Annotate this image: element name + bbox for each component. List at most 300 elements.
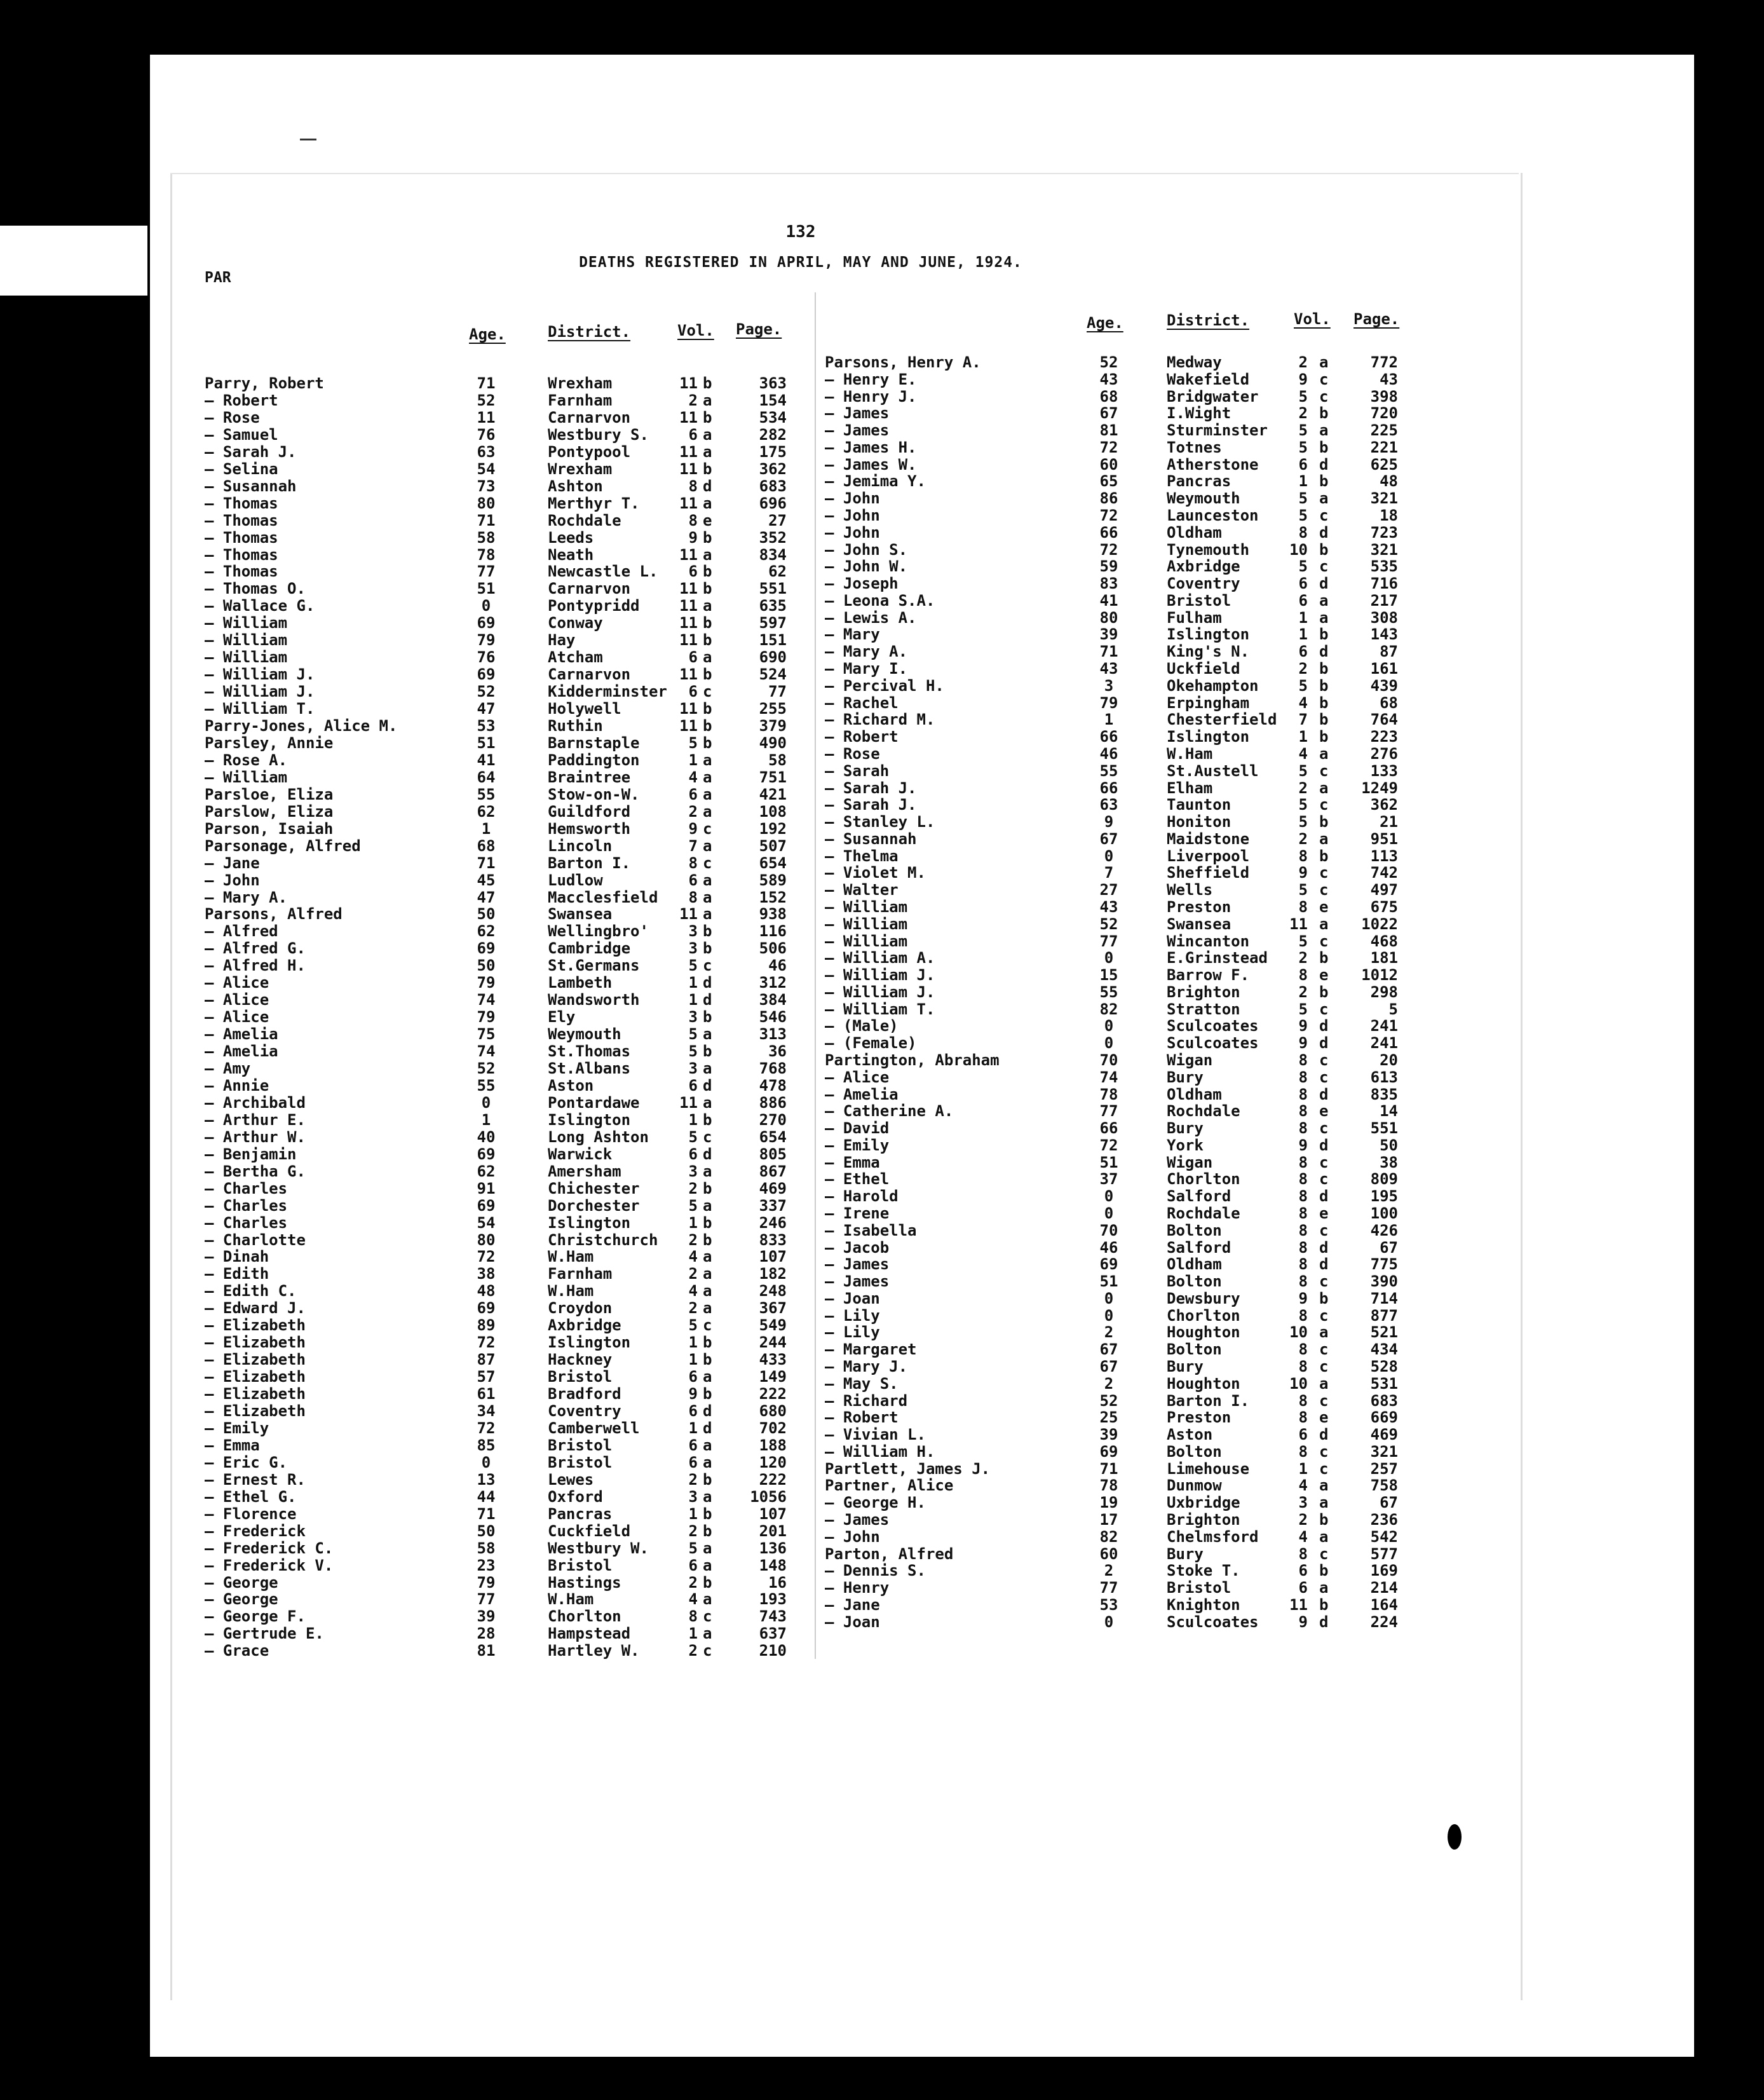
entry-volume-part: c	[1319, 932, 1329, 950]
entry-district: St.Thomas	[548, 1042, 631, 1061]
entry-age: 86	[1099, 489, 1118, 508]
entry-volume-part: c	[1319, 1051, 1329, 1069]
entry-volume-part: d	[703, 1145, 712, 1163]
entry-district: Bristol	[1167, 591, 1231, 610]
entry-volume-part: d	[1319, 523, 1329, 542]
entry-name: — John S.	[825, 540, 908, 559]
entry-volume: 8	[1298, 1204, 1308, 1222]
entry-district: Islington	[548, 1333, 631, 1352]
entry-district: Brighton	[1167, 983, 1240, 1001]
entry-name: — Alfred	[205, 922, 278, 941]
entry-age: 82	[1099, 1527, 1118, 1546]
entry-page: 67	[1380, 1238, 1398, 1257]
entry-age: 41	[477, 751, 496, 769]
entry-name: — Emma	[825, 1153, 880, 1171]
entry-volume-part: b	[703, 1351, 712, 1369]
entry-volume-part: a	[703, 1487, 712, 1506]
entry-volume: 9	[1298, 1612, 1308, 1631]
entry-volume: 6	[688, 785, 698, 803]
entry-age: 43	[1099, 897, 1118, 916]
entry-age: 2	[1104, 1562, 1114, 1580]
entry-page: 195	[1370, 1187, 1398, 1206]
entry-volume-part: b	[1319, 1595, 1329, 1614]
entry-name: — Charles	[205, 1196, 288, 1215]
entry-district: Knighton	[1167, 1595, 1240, 1614]
entry-name: — John	[825, 489, 880, 508]
entry-page: 222	[759, 1385, 787, 1403]
entry-page: 528	[1370, 1358, 1398, 1376]
entry-age: 28	[477, 1625, 496, 1643]
entry-name: — Jemima Y.	[825, 472, 926, 491]
entry-page: 613	[1370, 1068, 1398, 1086]
entry-volume: 2	[1298, 983, 1308, 1001]
entry-age: 15	[1099, 966, 1118, 985]
entry-age: 81	[477, 1642, 496, 1660]
entry-page: 490	[759, 733, 787, 752]
entry-volume-part: a	[1319, 829, 1329, 848]
entry-page: 551	[759, 580, 787, 598]
entry-name: Parsons, Alfred	[205, 905, 343, 924]
entry-volume: 6	[1298, 455, 1308, 474]
entry-page: 723	[1370, 523, 1398, 542]
entry-age: 79	[477, 1008, 496, 1026]
entry-age: 11	[477, 408, 496, 426]
entry-district: Westbury W.	[548, 1539, 649, 1557]
entry-page: 1022	[1361, 915, 1398, 933]
entry-volume-part: a	[1319, 489, 1329, 508]
entry-age: 77	[477, 1590, 496, 1609]
entry-district: Bury	[1167, 1119, 1204, 1138]
entry-volume: 2	[688, 1642, 698, 1660]
entry-page: 669	[1370, 1408, 1398, 1427]
entry-volume-part: a	[703, 1060, 712, 1077]
entry-district: Pancras	[1167, 472, 1231, 491]
entry-name: Partlett, James J.	[825, 1459, 991, 1478]
entry-volume: 8	[1298, 966, 1308, 985]
entry-name: — Jane	[205, 854, 260, 872]
entry-district: Islington	[1167, 625, 1250, 644]
entry-name: — William H.	[825, 1442, 935, 1461]
entry-age: 47	[477, 700, 496, 718]
entry-volume: 6	[688, 683, 698, 701]
entry-volume: 3	[688, 1162, 698, 1180]
entry-page: 367	[759, 1299, 787, 1318]
entry-page: 683	[1370, 1391, 1398, 1410]
entry-age: 1	[1104, 711, 1114, 729]
index-code: PAR	[205, 269, 231, 286]
entry-volume: 8	[1298, 1102, 1308, 1121]
entry-volume: 6	[1298, 643, 1308, 661]
entry-volume: 5	[1298, 557, 1308, 576]
entry-name: — Irene	[825, 1204, 890, 1222]
entry-volume-part: a	[703, 1368, 712, 1386]
entry-district: Bristol	[548, 1368, 613, 1386]
entry-name: — Edith	[205, 1265, 269, 1283]
entry-age: 52	[477, 1060, 496, 1077]
entry-district: Bristol	[548, 1436, 613, 1454]
entry-district: Bridgwater	[1167, 387, 1259, 406]
entry-name: — Amelia	[205, 1042, 278, 1061]
entry-name: — Alfred H.	[205, 957, 306, 975]
entry-name: — John	[825, 507, 880, 525]
entry-name: — Wallace G.	[205, 597, 315, 615]
entry-volume: 1	[688, 751, 698, 769]
entry-district: I.Wight	[1167, 404, 1231, 423]
entry-age: 77	[1099, 1102, 1118, 1121]
entry-name: Parsons, Henry A.	[825, 353, 981, 371]
entry-volume-part: d	[1319, 1017, 1329, 1035]
entry-district: Farnham	[548, 1265, 613, 1283]
entry-age: 79	[477, 974, 496, 992]
entry-volume-part: c	[703, 819, 712, 838]
entry-district: Hay	[548, 631, 576, 650]
entry-volume-part: d	[1319, 1085, 1329, 1103]
entry-volume: 10	[1289, 1323, 1308, 1342]
entry-page: 193	[759, 1590, 787, 1609]
entry-volume-part: b	[1319, 949, 1329, 967]
entry-age: 40	[477, 1128, 496, 1146]
entry-volume-part: b	[1319, 660, 1329, 678]
entry-page: 834	[759, 545, 787, 564]
entry-age: 67	[1099, 1340, 1118, 1359]
entry-volume-part: d	[703, 1076, 712, 1094]
entry-district: Westbury S.	[548, 425, 649, 444]
entry-volume: 2	[1298, 404, 1308, 423]
entry-page: 809	[1370, 1170, 1398, 1189]
entry-page: 680	[759, 1402, 787, 1420]
entry-page: 169	[1370, 1562, 1398, 1580]
entry-volume: 8	[1298, 1408, 1308, 1427]
entry-age: 39	[1099, 1426, 1118, 1444]
entry-district: Atcham	[548, 648, 603, 667]
entry-volume: 8	[1298, 1358, 1308, 1376]
entry-name: Partner, Alice	[825, 1476, 954, 1495]
entry-district: Carnarvon	[548, 665, 631, 684]
entry-page: 257	[1370, 1459, 1398, 1478]
entry-page: 439	[1370, 676, 1398, 695]
entry-page: 426	[1370, 1221, 1398, 1239]
entry-age: 66	[1099, 1119, 1118, 1138]
entry-district: Oldham	[1167, 1255, 1222, 1274]
entry-district: Tynemouth	[1167, 540, 1250, 559]
entry-volume-part: b	[703, 1573, 712, 1592]
page-number: 132	[785, 222, 816, 242]
entry-volume: 11	[679, 460, 698, 478]
entry-page: 833	[759, 1231, 787, 1249]
entry-age: 80	[477, 494, 496, 512]
entry-name: — Arthur W.	[205, 1128, 306, 1146]
entry-name: — Joseph	[825, 575, 899, 593]
entry-volume: 6	[688, 648, 698, 667]
entry-volume-part: b	[1319, 438, 1329, 456]
entry-volume: 5	[1298, 796, 1308, 814]
entry-name: — William	[205, 631, 288, 650]
entry-district: Ely	[548, 1008, 576, 1026]
entry-page: 192	[759, 819, 787, 838]
entry-age: 52	[1099, 915, 1118, 933]
entry-volume: 8	[1298, 1119, 1308, 1138]
entry-page: 321	[1370, 540, 1398, 559]
entry-page: 521	[1370, 1323, 1398, 1342]
entry-age: 77	[1099, 1579, 1118, 1597]
entry-district: Christchurch	[548, 1231, 658, 1249]
entry-age: 72	[477, 1248, 496, 1266]
entry-page: 149	[759, 1368, 787, 1386]
entry-name: — Dennis S.	[825, 1562, 926, 1580]
entry-volume-part: d	[1319, 643, 1329, 661]
entry-district: Elham	[1167, 779, 1213, 797]
entry-name: Parsonage, Alfred	[205, 836, 361, 855]
entry-page: 714	[1370, 1289, 1398, 1307]
entry-page: 577	[1370, 1544, 1398, 1563]
entry-volume-part: a	[703, 1453, 712, 1471]
entry-name: — Jacob	[825, 1238, 890, 1257]
entry-volume: 5	[688, 1042, 698, 1061]
district-header: District.	[548, 323, 631, 341]
entry-volume: 3	[1298, 1494, 1308, 1512]
entry-volume: 8	[1298, 1153, 1308, 1171]
entry-name: — Alice	[205, 974, 269, 992]
entry-volume: 8	[1298, 1221, 1308, 1239]
entry-volume-part: a	[703, 442, 712, 461]
entry-district: Bolton	[1167, 1272, 1222, 1291]
entry-name: — Elizabeth	[205, 1351, 306, 1369]
entry-name: — John	[825, 1527, 880, 1546]
entry-page: 497	[1370, 881, 1398, 899]
entry-name: — James	[825, 1511, 890, 1529]
entry-volume-part: a	[703, 1539, 712, 1557]
entry-age: 91	[477, 1179, 496, 1197]
entry-age: 68	[1099, 387, 1118, 406]
entry-district: Rochdale	[1167, 1102, 1240, 1121]
page-header: Page.	[736, 320, 782, 338]
entry-page: 469	[1370, 1426, 1398, 1444]
entry-page: 255	[759, 700, 787, 718]
entry-age: 74	[477, 991, 496, 1009]
entry-volume: 5	[688, 733, 698, 752]
entry-name: — Sarah J.	[825, 796, 917, 814]
entry-name: — Ethel G.	[205, 1487, 297, 1506]
entry-volume-part: c	[1319, 370, 1329, 388]
entry-name: — Edith C.	[205, 1282, 297, 1300]
entry-volume-part: a	[703, 1556, 712, 1574]
entry-name: — May S.	[825, 1374, 899, 1393]
entry-page: 702	[759, 1419, 787, 1437]
entry-age: 66	[1099, 728, 1118, 746]
entry-age: 43	[1099, 370, 1118, 388]
entry-name: — Rachel	[825, 693, 899, 712]
entry-page: 321	[1370, 489, 1398, 508]
entry-name: — Benjamin	[205, 1145, 297, 1163]
entry-volume-part: c	[1319, 557, 1329, 576]
entry-district: Farnham	[548, 391, 613, 409]
entry-volume: 1	[1298, 608, 1308, 627]
entry-age: 39	[477, 1607, 496, 1626]
entry-name: — Rose A.	[205, 751, 288, 769]
entry-district: Chorlton	[1167, 1170, 1240, 1189]
entry-volume-part: c	[1319, 1442, 1329, 1461]
entry-volume-part: b	[1319, 728, 1329, 746]
entry-age: 0	[1104, 1034, 1114, 1053]
entry-volume: 2	[688, 1231, 698, 1249]
entry-age: 76	[477, 425, 496, 444]
entry-page: 597	[759, 614, 787, 632]
entry-district: Barrow F.	[1167, 966, 1250, 985]
entry-volume-part: a	[703, 768, 712, 786]
entry-name: — William J.	[205, 683, 315, 701]
entry-name: — Charlotte	[205, 1231, 306, 1249]
binding-hole	[1444, 310, 1454, 327]
entry-name: — Frederick	[205, 1522, 306, 1540]
entry-district: Preston	[1167, 897, 1231, 916]
entry-volume-part: c	[1319, 507, 1329, 525]
entry-page: 108	[759, 802, 787, 821]
entry-age: 38	[477, 1265, 496, 1283]
entry-name: — Bertha G.	[205, 1162, 306, 1180]
entry-page: 214	[1370, 1579, 1398, 1597]
entry-volume: 2	[1298, 779, 1308, 797]
entry-volume-part: a	[1319, 421, 1329, 440]
entry-volume-part: b	[703, 631, 712, 650]
entry-district: Salford	[1167, 1238, 1231, 1257]
entry-age: 0	[1104, 1612, 1114, 1631]
entry-name: — Susannah	[825, 829, 917, 848]
entry-volume-part: a	[703, 1265, 712, 1283]
entry-district: Braintree	[548, 768, 631, 786]
entry-page: 244	[759, 1333, 787, 1352]
entry-age: 51	[477, 733, 496, 752]
entry-name: — Amelia	[205, 1025, 278, 1044]
entry-district: Islington	[548, 1110, 631, 1129]
entry-age: 68	[477, 836, 496, 855]
entry-age: 17	[1099, 1511, 1118, 1529]
entry-volume: 8	[1298, 847, 1308, 865]
entry-volume-part: c	[703, 1642, 712, 1660]
entry-page: 1012	[1361, 966, 1398, 985]
ink-blot	[1448, 1824, 1462, 1850]
entry-volume-part: d	[1319, 1034, 1329, 1053]
entry-age: 70	[1099, 1051, 1118, 1069]
entry-name: — Joan	[825, 1612, 880, 1631]
entry-age: 71	[477, 854, 496, 872]
entry-volume: 3	[688, 1487, 698, 1506]
entry-volume-part: a	[703, 1282, 712, 1300]
entry-volume-part: a	[1319, 915, 1329, 933]
entry-volume: 4	[1298, 693, 1308, 712]
entry-volume-part: a	[1319, 1527, 1329, 1546]
entry-volume-part: b	[703, 1522, 712, 1540]
entry-name: — Amelia	[825, 1085, 899, 1103]
entry-age: 89	[477, 1316, 496, 1335]
entry-name: — Alice	[825, 1068, 890, 1086]
entry-volume-part: c	[1319, 1544, 1329, 1563]
entry-page: 48	[1380, 472, 1398, 491]
entry-name: — Robert	[825, 1408, 899, 1427]
entry-age: 55	[1099, 761, 1118, 780]
entry-district: Limehouse	[1167, 1459, 1250, 1478]
entry-age: 69	[1099, 1442, 1118, 1461]
entry-volume-part: e	[1319, 897, 1329, 916]
entry-district: Sculcoates	[1167, 1612, 1259, 1631]
entry-district: Bradford	[548, 1385, 621, 1403]
entry-age: 79	[477, 631, 496, 650]
entry-volume-part: c	[1319, 1000, 1329, 1018]
entry-age: 41	[1099, 591, 1118, 610]
entry-volume-part: a	[703, 648, 712, 667]
entry-name: — Florence	[205, 1504, 297, 1523]
entry-volume-part: b	[703, 939, 712, 958]
entry-age: 48	[477, 1282, 496, 1300]
entry-district: York	[1167, 1136, 1204, 1154]
entry-page: 951	[1370, 829, 1398, 848]
entry-page: 654	[759, 1128, 787, 1146]
entry-volume: 8	[688, 854, 698, 872]
entry-age: 53	[477, 717, 496, 735]
entry-name: — William	[205, 768, 288, 786]
entry-district: Ludlow	[548, 871, 603, 889]
entry-volume: 8	[1298, 1340, 1308, 1359]
entry-volume-part: b	[703, 1110, 712, 1129]
entry-district: Preston	[1167, 1408, 1231, 1427]
entry-age: 85	[477, 1436, 496, 1454]
entry-age: 81	[1099, 421, 1118, 440]
entry-name: — Mary	[825, 625, 880, 644]
entry-volume-part: c	[1319, 1340, 1329, 1359]
entry-age: 62	[477, 802, 496, 821]
entry-volume: 8	[688, 1607, 698, 1626]
entry-age: 60	[1099, 1544, 1118, 1563]
entry-volume-part: a	[1319, 1579, 1329, 1597]
entry-page: 877	[1370, 1306, 1398, 1325]
entry-name: — William T.	[825, 1000, 935, 1018]
entry-age: 37	[1099, 1170, 1118, 1189]
entry-page: 1056	[750, 1487, 787, 1506]
entry-volume: 1	[688, 1333, 698, 1352]
entry-district: Wrexham	[548, 374, 613, 392]
entry-district: Stratton	[1167, 1000, 1240, 1018]
entry-volume-part: a	[1319, 1494, 1329, 1512]
entry-volume-part: c	[1319, 1119, 1329, 1138]
entry-age: 51	[1099, 1153, 1118, 1171]
entry-district: W.Ham	[1167, 744, 1213, 763]
entry-name: — John	[825, 523, 880, 542]
entry-volume: 8	[1298, 1085, 1308, 1103]
entry-name: Parsley, Annie	[205, 733, 334, 752]
entry-name: — David	[825, 1119, 890, 1138]
entry-volume: 5	[1298, 1000, 1308, 1018]
district-header-right: District.	[1167, 311, 1250, 329]
entry-name: — Joan	[825, 1289, 880, 1307]
entry-volume-part: d	[703, 991, 712, 1009]
entry-volume-part: b	[703, 408, 712, 426]
entry-volume: 2	[1298, 949, 1308, 967]
entry-volume-part: b	[703, 1385, 712, 1403]
entry-page: 298	[1370, 983, 1398, 1001]
entry-name: — William	[825, 915, 908, 933]
entry-volume-part: a	[703, 1436, 712, 1454]
entry-volume-part: e	[703, 511, 712, 529]
entry-volume-part: b	[703, 717, 712, 735]
entry-volume-part: a	[703, 888, 712, 906]
entry-name: — Rose	[205, 408, 260, 426]
entry-district: Holywell	[548, 700, 621, 718]
entry-volume: 2	[688, 1573, 698, 1592]
entry-volume: 8	[1298, 1238, 1308, 1257]
entry-volume: 6	[688, 1076, 698, 1094]
entry-page: 62	[768, 562, 787, 581]
entry-name: — Samuel	[205, 425, 278, 444]
entry-volume: 1	[1298, 472, 1308, 491]
